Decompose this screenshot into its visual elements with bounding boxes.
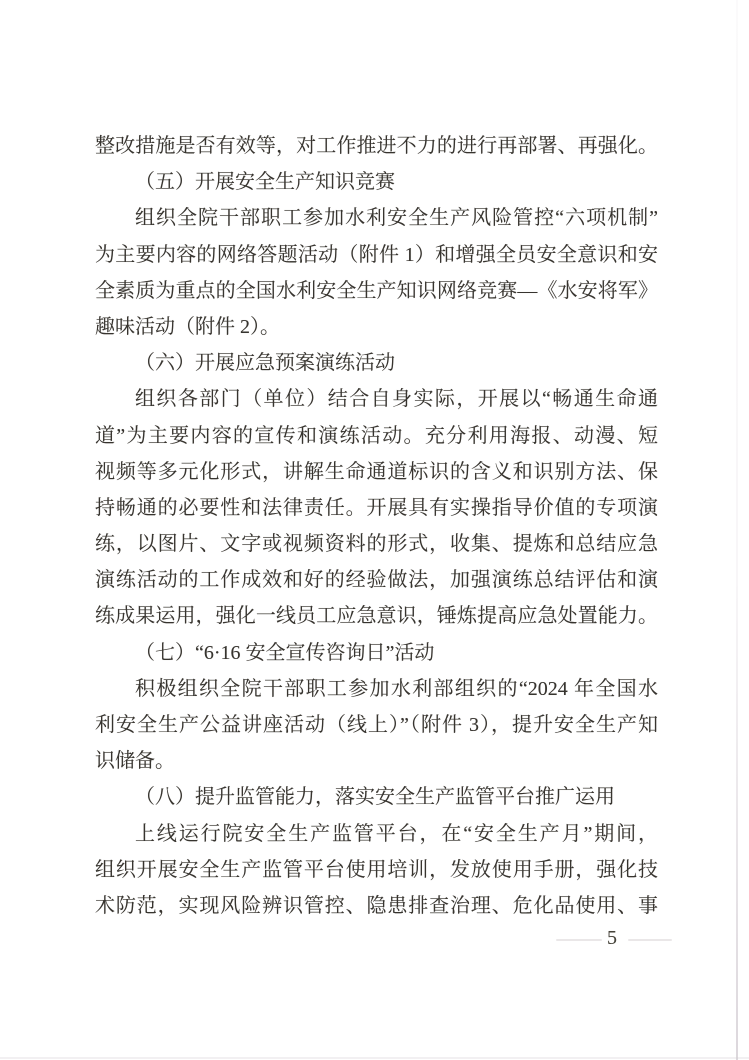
text-line: 道”为主要内容的宣传和演练活动。充分利用海报、动漫、短 bbox=[95, 424, 658, 447]
scan-edge-line-bottom bbox=[0, 1057, 749, 1059]
text-line: 积极组织全院干部职工参加水利部组织的“2024 年全国水 bbox=[135, 677, 658, 700]
text-line: 识储备。 bbox=[95, 750, 175, 773]
text-line: 组织全院干部职工参加水利安全生产风险管控“六项机制” bbox=[135, 207, 658, 230]
text-line: 为主要内容的网络答题活动（附件 1）和增强全员安全意识和安 bbox=[95, 243, 658, 266]
text-line: 视频等多元化形式，讲解生命通道标识的含义和识别方法、保 bbox=[95, 460, 658, 483]
text-line: 上线运行院安全生产监管平台，在“安全生产月”期间， bbox=[135, 822, 658, 845]
text-line-heading: （七）“6·16 安全宣传咨询日”活动 bbox=[135, 641, 435, 664]
text-lines bbox=[95, 128, 658, 924]
text-line-heading: （五）开展安全生产知识竞赛 bbox=[135, 171, 395, 194]
text-line: 组织开展安全生产监管平台使用培训，发放使用手册，强化技 bbox=[95, 858, 658, 881]
text-line: 练，以图片、文字或视频资料的形式，收集、提炼和总结应急 bbox=[95, 533, 658, 556]
text-line-heading: （六）开展应急预案演练活动 bbox=[135, 352, 395, 375]
text-line: 组织各部门（单位）结合自身实际，开展以“畅通生命通 bbox=[135, 388, 658, 411]
text-line: 术防范，实现风险辨识管控、隐患排查治理、危化品使用、事 bbox=[95, 894, 658, 917]
text-line: 演练活动的工作成效和好的经验做法，加强演练总结评估和演 bbox=[95, 569, 658, 592]
text-line: 全素质为重点的全国水利安全生产知识网络竞赛—《水安将军》 bbox=[95, 279, 658, 302]
text-line: 趣味活动（附件 2）。 bbox=[95, 315, 280, 338]
text-line: 利安全生产公益讲座活动（线上）”（附件 3），提升安全生产知 bbox=[95, 714, 658, 736]
page-number: 5 bbox=[607, 927, 617, 949]
scan-smudge-right bbox=[628, 939, 672, 941]
text-line: 整改措施是否有效等，对工作推进不力的进行再部署、再强化。 bbox=[95, 135, 658, 157]
text-line: 持畅通的必要性和法律责任。开展具有实操指导价值的专项演 bbox=[95, 496, 658, 519]
text-line: 练成果运用，强化一线员工应急意识，锤炼提高应急处置能力。 bbox=[95, 605, 658, 628]
scan-edge-line-vertical bbox=[736, 0, 738, 1060]
text-line-heading: （八）提升监管能力，落实安全生产监管平台推广运用 bbox=[135, 786, 615, 809]
